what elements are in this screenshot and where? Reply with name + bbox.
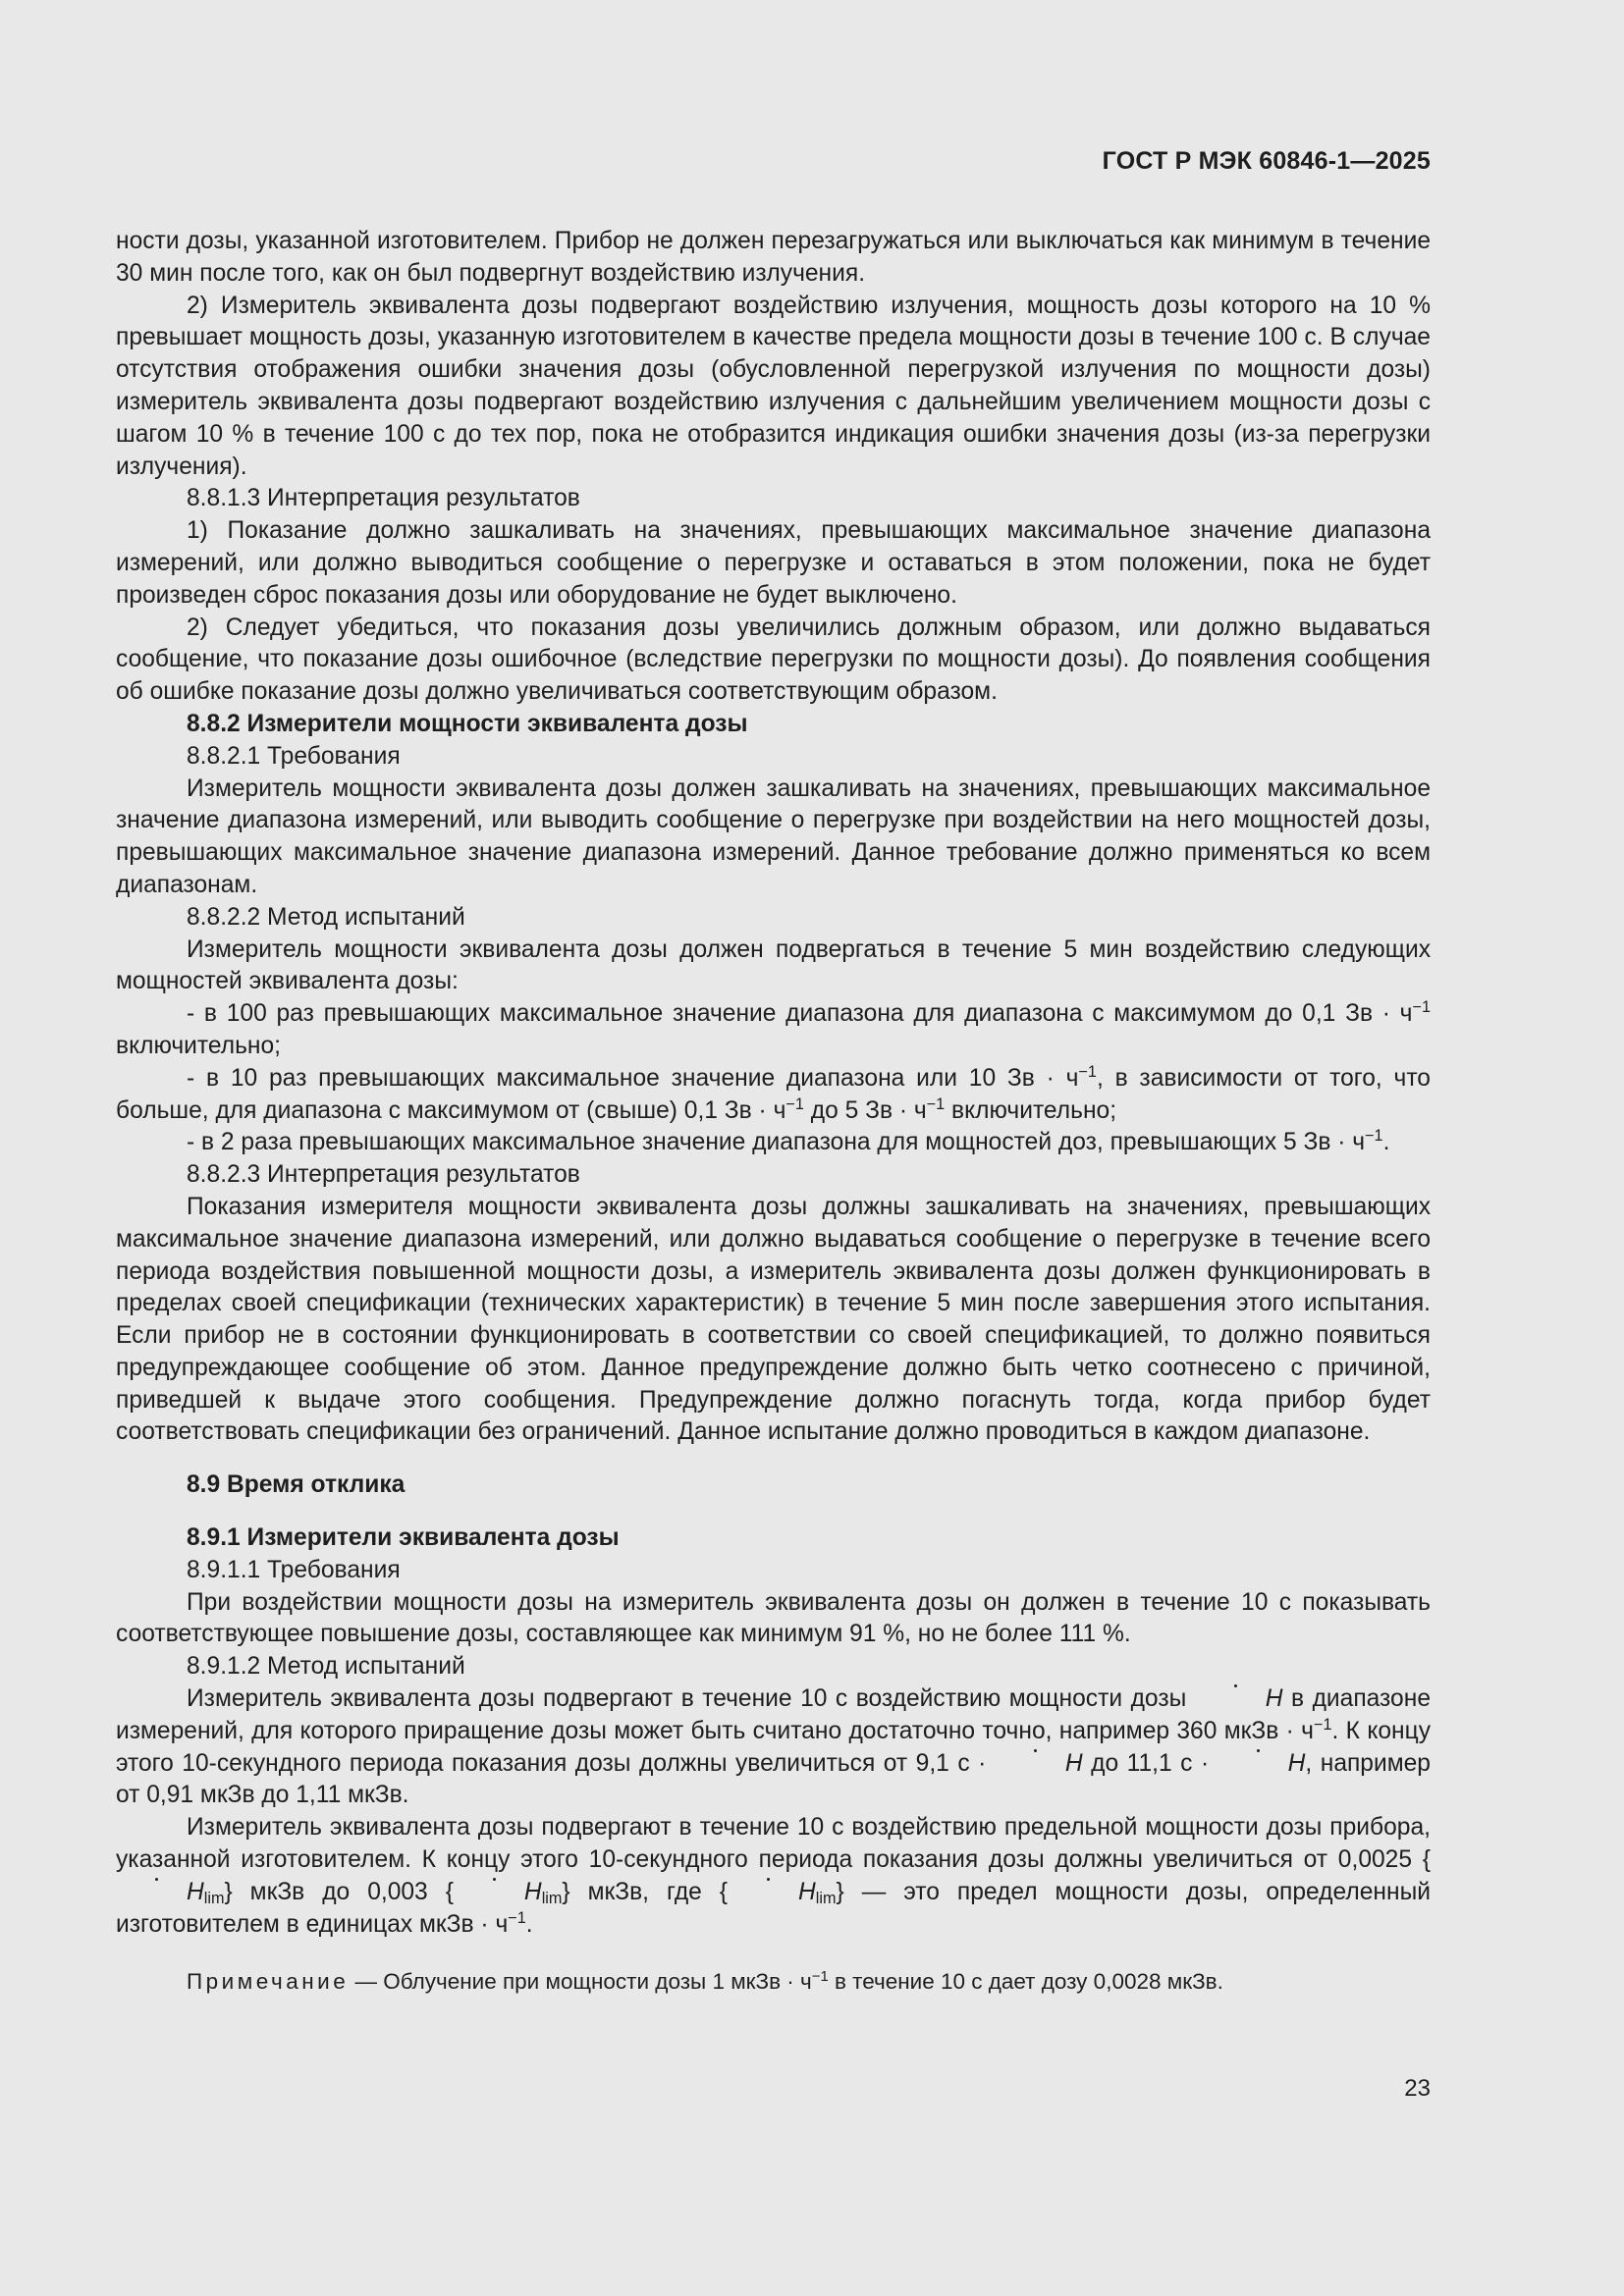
subsection-title: 8.9.1.2 Метод испытаний (187, 1653, 465, 1681)
paragraph: 2) Следует убедиться, что показания дозы увеличились должным образом, или должно выдаваться сообщение, что показание дозы ошибочное (вследствие перегрузки по мощности дозы). До появления сообщения об ошибке показание дозы должно увеличиваться соответствующим образом. (116, 614, 1431, 706)
paragraph: 1) Показание должно зашкаливать на значениях, превышающих максимальное значение диапазона измерений, или должно выводиться сообщение о перегрузке и оставаться в этом положении, пока не будет произведен сброс показания дозы или оборудование не будет выключено. (116, 517, 1431, 609)
dose-rate-symbol: H (1195, 1683, 1283, 1716)
section-heading: 8.8.2 Измерители мощности эквивалента дозы (187, 710, 748, 737)
subsection-title: 8.8.2.3 Интерпретация результатов (187, 1161, 580, 1189)
subsection-title: 8.8.2.1 Требования (187, 742, 401, 770)
dose-rate-symbol: H (728, 1877, 816, 1909)
list-item: - в 2 раза превышающих максимальное значение диапазона для мощностей доз, превышающих 5 Зв · $ч^{-1}$. (187, 1127, 1390, 1156)
subsection-title: 8.9.1.1 Требования (187, 1556, 401, 1583)
dose-rate-symbol: H (454, 1877, 542, 1909)
page-content (116, 226, 1431, 1999)
paragraph: 2) Измеритель эквивалента дозы подвергают воздействию излучения, мощность дозы которого на 10 % превышает мощность дозы, указанную изготовителем в качестве предела мощности дозы в течение 100 с. В случае отсутствия отображения ошибки значения дозы (обусловленной перегрузкой излучения по мощности дозы) измеритель эквивалента дозы подвергают воздействию излучения с дальнейшим увеличением мощности дозы с шагом 10 % в течение 100 с до тех пор, пока не отобразится индикация ошибки значения дозы (из-за перегрузки излучения). (116, 292, 1431, 480)
page-number: 23 (1404, 2075, 1431, 2102)
note-label: Примечание (187, 1969, 350, 1995)
paragraph: При воздействии мощности дозы на измеритель эквивалента дозы он должен в течение 10 с показывать соответствующее повышение дозы, составляющее как минимум 91 %, но не более 111 %. (116, 1588, 1431, 1648)
subsection-title: 8.8.1.3 Интерпретация результатов (187, 485, 580, 512)
paragraph: ности дозы, указанной изготовителем. Прибор не должен перезагружаться или выключаться как минимум в течение 30 мин после того, как он был подвергнут воздействию излучения. (116, 228, 1431, 287)
paragraph: Измеритель мощности эквивалента дозы должен зашкаливать на значениях, превышающих максимальное значение диапазона измерений, или выводить сообщение о перегрузке при воздействии на него мощностей дозы, превышающих максимальное значение диапазона измерений. Данное требование должно применяться ко всем диапазонам. (116, 774, 1431, 898)
list-item: - в 100 раз превышающих максимальное значение диапазона для диапазона с максимумом до 0,1 Зв · $ч^{-1}$ включительно; (116, 998, 1431, 1059)
paragraph: Показания измерителя мощности эквивалента дозы должны зашкаливать на значениях, превышающих максимальное значение диапазона измерений, или должно выдаваться сообщение о перегрузке в течение всего периода воздействия повышенной мощности дозы, а измеритель эквивалента дозы должен функционировать в пределах своей спецификации (технических характеристик) в течение 5 мин после завершения этого испытания. Если прибор не в состоянии функционировать в соответствии со своей спецификацией, то должно появиться предупреждающее сообщение об этом. Данное предупреждение должно быть четко соотнесено с причиной, приведшей к выдаче этого сообщения. Предупреждение должно погаснуть тогда, когда прибор будет соответствовать спецификации без ограничений. Данное испытание должно проводиться в каждом диапазоне. (116, 1193, 1431, 1446)
paragraph: Измеритель мощности эквивалента дозы должен подвергаться в течение 5 мин воздействию следующих мощностей эквивалента дозы: (116, 935, 1431, 995)
list-item: - в 10 раз превышающих максимальное значение диапазона или 10 Зв · $ч^{-1}$, в зависимости от того, что больше, для диапазона с максимумом от (свыше) 0,1 Зв · $ч^{-1}$ до 5 Зв · $ч^{-1}$ включительно; (116, 1062, 1431, 1124)
paragraph: Измеритель эквивалента дозы подвергают в течение 10 с воздействию предельной мощности дозы прибора, указанной изготовителем. К концу этого 10-секундного периода показания дозы должны увеличиться от 0,0025 $\{H_{lim}\}$ мкЗв до 0,003 { $H_{lim}$} мкЗв, где { $H_{lim}$} — это предел мощности дозы, определенный изготовителем в единицах мкЗв · $ч^{-1}$. (116, 1814, 1431, 1938)
note: Примечание — Облучение при мощности дозы 1 мкЗв · $ч^{-1}$ в течение 10 с дает дозу 0,0028 мкЗв. (187, 1969, 1223, 1995)
dose-rate-symbol: H (995, 1748, 1083, 1781)
paragraph: Измеритель эквивалента дозы подвергают в течение 10 с воздействию мощности дозы H в диапазоне измерений, для которого приращение дозы может быть считано достаточно точно, например 360 мкЗв · $ч^{-1}$. К концу этого 10-секундного периода показания дозы должны увеличиться от 9,1 с · H до 11,1 с · H, например от 0,91 мкЗв до 1,11 мкЗв. (116, 1685, 1431, 1809)
dose-rate-symbol: H (1218, 1748, 1306, 1781)
section-heading: 8.9 Время отклика (187, 1471, 406, 1499)
subsection-title: 8.8.2.2 Метод испытаний (187, 903, 465, 931)
section-heading: 8.9.1 Измерители эквивалента дозы (187, 1524, 620, 1552)
dose-rate-symbol: H (116, 1877, 204, 1909)
document-header: ГОСТ Р МЭК 60846-1—2025 (1102, 147, 1431, 175)
